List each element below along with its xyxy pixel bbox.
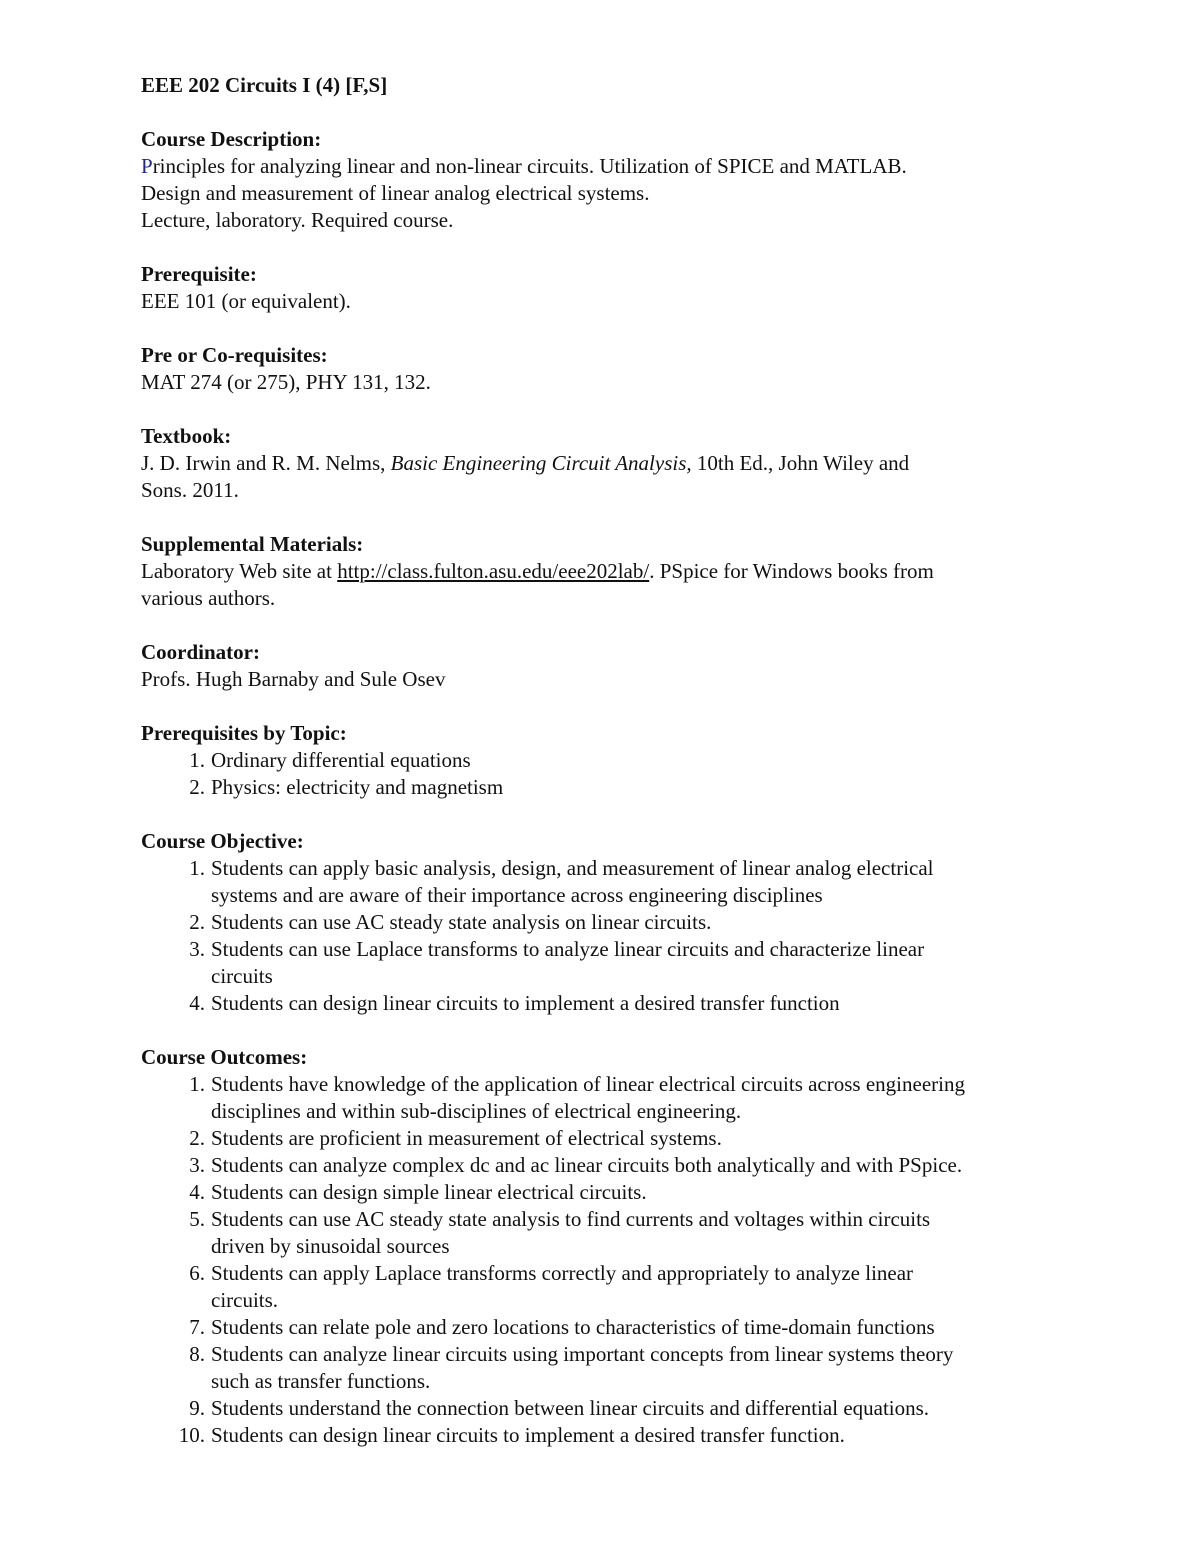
corequisite-text: MAT 274 (or 275), PHY 131, 132. bbox=[141, 370, 431, 394]
list-item-line: circuits. bbox=[211, 1288, 279, 1312]
supplemental-section bbox=[141, 531, 1081, 612]
prereq-topics-list bbox=[141, 747, 1081, 801]
list-item-number: 5. bbox=[189, 1207, 205, 1231]
list-item bbox=[141, 1206, 1081, 1260]
list-item-number: 2. bbox=[189, 1126, 205, 1150]
list-item-line: Students can use AC steady state analysis to find currents and voltages within circuits bbox=[211, 1207, 931, 1231]
list-item bbox=[141, 909, 1081, 936]
course-title: EEE 202 Circuits I (4) [F,S] bbox=[141, 73, 388, 97]
list-item bbox=[141, 1152, 1081, 1179]
textbook-section bbox=[141, 423, 1081, 504]
list-item bbox=[141, 774, 1081, 801]
supplemental-suffix: . PSpice for Windows books from bbox=[649, 559, 934, 583]
supplemental-line-1 bbox=[141, 558, 1081, 585]
list-item bbox=[141, 1125, 1081, 1152]
corequisite-heading: Pre or Co-requisites: bbox=[141, 343, 328, 367]
list-item bbox=[141, 1395, 1081, 1422]
list-item-line: driven by sinusoidal sources bbox=[211, 1234, 450, 1258]
course-description-line-3: Lecture, laboratory. Required course. bbox=[141, 208, 454, 232]
course-description-heading: Course Description: bbox=[141, 127, 322, 151]
supplemental-prefix: Laboratory Web site at bbox=[141, 559, 338, 583]
list-item-number: 1. bbox=[189, 1072, 205, 1096]
outcomes-list bbox=[141, 1071, 1081, 1449]
list-item-line: such as transfer functions. bbox=[211, 1369, 431, 1393]
prereq-topics-heading: Prerequisites by Topic: bbox=[141, 721, 347, 745]
list-item-line: Students can analyze linear circuits using important concepts from linear systems theory bbox=[211, 1342, 954, 1366]
list-item-line: Students can design linear circuits to implement a desired transfer function bbox=[211, 991, 840, 1015]
list-item-line: Students understand the connection between linear circuits and differential equations. bbox=[211, 1396, 930, 1420]
list-item bbox=[141, 1314, 1081, 1341]
textbook-line-2: Sons. 2011. bbox=[141, 478, 239, 502]
textbook-authors: J. D. Irwin and R. M. Nelms, bbox=[141, 451, 391, 475]
coordinator-section bbox=[141, 639, 1081, 693]
list-item-line: Students can relate pole and zero locations to characteristics of time-domain functions bbox=[211, 1315, 935, 1339]
list-item bbox=[141, 1422, 1081, 1449]
outcomes-section bbox=[141, 1044, 1081, 1449]
list-item-line: disciplines and within sub-disciplines of electrical engineering. bbox=[211, 1099, 742, 1123]
list-item-line: Students can apply Laplace transforms correctly and appropriately to analyze linear bbox=[211, 1261, 914, 1285]
list-item bbox=[141, 1179, 1081, 1206]
supplemental-heading: Supplemental Materials: bbox=[141, 532, 364, 556]
list-item-number: 4. bbox=[189, 1180, 205, 1204]
course-description-line-1 bbox=[141, 153, 1081, 180]
list-item bbox=[141, 990, 1081, 1017]
textbook-title: Basic Engineering Circuit Analysis, bbox=[390, 451, 692, 475]
list-item-line: Students are proficient in measurement of electrical systems. bbox=[211, 1126, 722, 1150]
list-item-number: 10. bbox=[178, 1423, 205, 1447]
list-item bbox=[141, 855, 1081, 909]
coordinator-heading: Coordinator: bbox=[141, 640, 260, 664]
corequisite-section bbox=[141, 342, 1081, 396]
list-item-number: 3. bbox=[189, 1153, 205, 1177]
list-item-number: 4. bbox=[189, 991, 205, 1015]
list-item-number: 8. bbox=[189, 1342, 205, 1366]
list-item-line: systems and are aware of their importance across engineering disciplines bbox=[211, 883, 823, 907]
list-item-line: Students can analyze complex dc and ac linear circuits both analytically and with PSpice. bbox=[211, 1153, 963, 1177]
list-item-number: 9. bbox=[189, 1396, 205, 1420]
outcomes-heading: Course Outcomes: bbox=[141, 1045, 308, 1069]
prerequisite-text: EEE 101 (or equivalent). bbox=[141, 289, 351, 313]
list-item-line: circuits bbox=[211, 964, 273, 988]
list-item-number: 2. bbox=[189, 910, 205, 934]
list-item-line: Students can use Laplace transforms to analyze linear circuits and characterize linear bbox=[211, 937, 925, 961]
list-item-line: Students can design linear circuits to implement a desired transfer function. bbox=[211, 1423, 845, 1447]
list-item bbox=[141, 1071, 1081, 1125]
list-item-number: 7. bbox=[189, 1315, 205, 1339]
prerequisite-section bbox=[141, 261, 1081, 315]
list-item-line: Ordinary differential equations bbox=[211, 748, 471, 772]
list-item-number: 3. bbox=[189, 937, 205, 961]
list-item-line: Students can use AC steady state analysis on linear circuits. bbox=[211, 910, 712, 934]
list-item bbox=[141, 1341, 1081, 1395]
list-item-line: Students can design simple linear electrical circuits. bbox=[211, 1180, 647, 1204]
course-description-line-2: Design and measurement of linear analog electrical systems. bbox=[141, 181, 650, 205]
document-page bbox=[141, 72, 1081, 1449]
lab-website-link[interactable]: http://class.fulton.asu.edu/eee202lab/ bbox=[337, 559, 650, 583]
description-line-1-text: rinciples for analyzing linear and non-linear circuits. Utilization of SPICE and MATLAB. bbox=[152, 154, 907, 178]
list-item bbox=[141, 1260, 1081, 1314]
objective-heading: Course Objective: bbox=[141, 829, 304, 853]
textbook-line-1 bbox=[141, 450, 1081, 477]
description-first-letter: P bbox=[141, 154, 153, 178]
list-item-line: Physics: electricity and magnetism bbox=[211, 775, 504, 799]
objective-section bbox=[141, 828, 1081, 1017]
coordinator-text: Profs. Hugh Barnaby and Sule Osev bbox=[141, 667, 446, 691]
textbook-edition: 10th Ed., John Wiley and bbox=[691, 451, 910, 475]
list-item bbox=[141, 747, 1081, 774]
list-item-number: 1. bbox=[189, 856, 205, 880]
supplemental-line-2: various authors. bbox=[141, 586, 276, 610]
list-item-number: 1. bbox=[189, 748, 205, 772]
course-description-section bbox=[141, 126, 1081, 234]
list-item-line: Students can apply basic analysis, design, and measurement of linear analog electrical bbox=[211, 856, 934, 880]
textbook-heading: Textbook: bbox=[141, 424, 232, 448]
list-item-number: 6. bbox=[189, 1261, 205, 1285]
prereq-topics-section bbox=[141, 720, 1081, 801]
list-item-number: 2. bbox=[189, 775, 205, 799]
prerequisite-heading: Prerequisite: bbox=[141, 262, 257, 286]
list-item-line: Students have knowledge of the application of linear electrical circuits across engineering bbox=[211, 1072, 965, 1096]
list-item bbox=[141, 936, 1081, 990]
objective-list bbox=[141, 855, 1081, 1017]
